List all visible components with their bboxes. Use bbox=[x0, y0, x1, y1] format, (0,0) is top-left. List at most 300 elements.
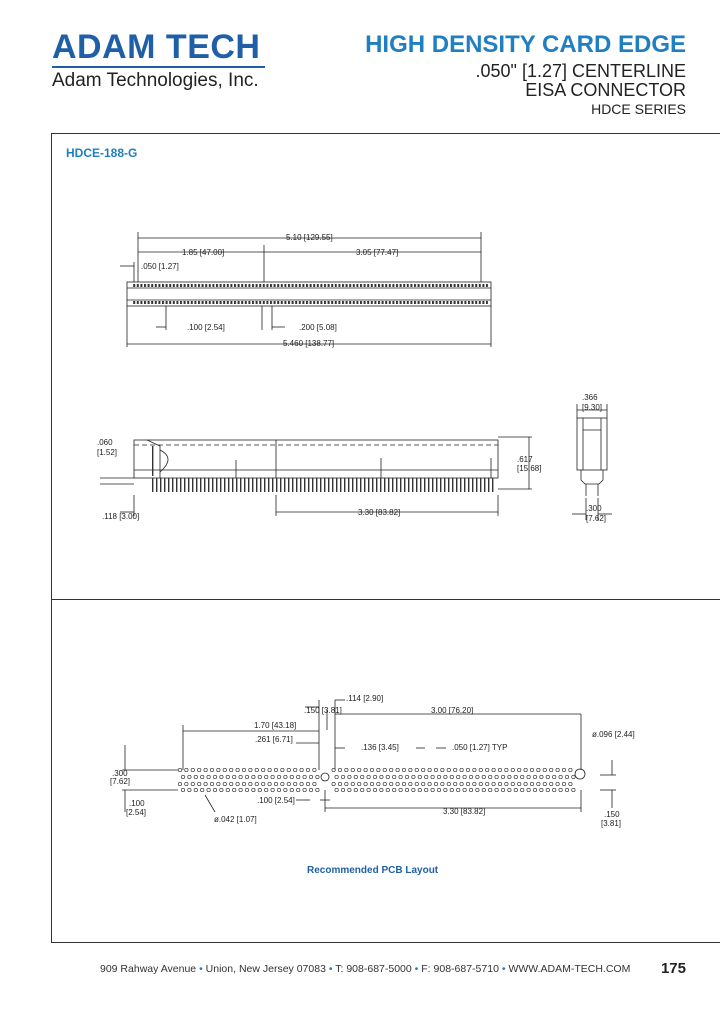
pcb-hole bbox=[565, 788, 568, 791]
pcb-hole bbox=[412, 775, 415, 778]
pcb-hole bbox=[284, 788, 287, 791]
footer-city: Union, New Jersey 07083 bbox=[205, 963, 326, 975]
product-title: HIGH DENSITY CARD EDGE bbox=[365, 31, 686, 58]
pcb-hole bbox=[194, 775, 197, 778]
pcb-hole bbox=[540, 788, 543, 791]
part-number: HDCE-188-G bbox=[66, 146, 138, 160]
pcb-hole bbox=[358, 768, 361, 771]
pcb-hole bbox=[393, 788, 396, 791]
pcb-hole bbox=[556, 782, 559, 785]
pcb-hole bbox=[262, 768, 265, 771]
pcb-hole bbox=[466, 768, 469, 771]
pcb-hole bbox=[537, 768, 540, 771]
pcb-hole bbox=[185, 768, 188, 771]
pcb-hole bbox=[236, 768, 239, 771]
pcb-hole bbox=[341, 775, 344, 778]
pcb-hole bbox=[415, 768, 418, 771]
pcb-hole bbox=[383, 782, 386, 785]
pcb-hole bbox=[226, 775, 229, 778]
pcb-hole bbox=[454, 782, 457, 785]
pcb-hole bbox=[233, 775, 236, 778]
pcb-hole bbox=[399, 788, 402, 791]
pcb-hole bbox=[345, 768, 348, 771]
pcb-hole bbox=[556, 768, 559, 771]
pcb-hole bbox=[198, 768, 201, 771]
pcb-hole bbox=[514, 788, 517, 791]
pcb-hole bbox=[181, 775, 184, 778]
pcb-hole bbox=[377, 782, 380, 785]
pcb-hole bbox=[569, 768, 572, 771]
pcb-hole bbox=[284, 775, 287, 778]
pcb-hole bbox=[454, 768, 457, 771]
pcb-hole bbox=[514, 775, 517, 778]
pcb-hole bbox=[178, 782, 181, 785]
pcb-hole bbox=[457, 788, 460, 791]
pcb-hole bbox=[207, 775, 210, 778]
pcb-hole bbox=[223, 768, 226, 771]
pcb-hole bbox=[444, 788, 447, 791]
pcb-hole bbox=[402, 768, 405, 771]
dim-0-100-pcb-b2: .100 [2.54] bbox=[257, 796, 295, 805]
pcb-hole bbox=[220, 788, 223, 791]
pcb-hole bbox=[213, 775, 216, 778]
pcb-layout bbox=[122, 700, 616, 812]
top-view-pins bbox=[132, 284, 488, 304]
dim-3-30: 3.30 [83.82] bbox=[358, 508, 401, 517]
pcb-hole bbox=[434, 782, 437, 785]
connector-body-side bbox=[134, 440, 498, 478]
pcb-hole bbox=[188, 788, 191, 791]
pcb-hole bbox=[294, 782, 297, 785]
pcb-hole bbox=[425, 775, 428, 778]
pcb-hole bbox=[546, 775, 549, 778]
pcb-hole bbox=[463, 788, 466, 791]
pcb-hole bbox=[469, 788, 472, 791]
pcb-hole bbox=[501, 775, 504, 778]
pcb-hole bbox=[463, 775, 466, 778]
pcb-hole bbox=[287, 768, 290, 771]
pcb-hole bbox=[383, 768, 386, 771]
pcb-hole bbox=[201, 775, 204, 778]
dim-0-096: ø.096 [2.44] bbox=[592, 730, 635, 739]
pcb-hole bbox=[550, 782, 553, 785]
pcb-hole bbox=[431, 775, 434, 778]
pcb-hole bbox=[473, 768, 476, 771]
pcb-hole bbox=[313, 782, 316, 785]
pcb-hole bbox=[466, 782, 469, 785]
pcb-hole bbox=[386, 788, 389, 791]
footer-website[interactable]: WWW.ADAM-TECH.COM bbox=[508, 963, 631, 975]
pcb-hole bbox=[441, 782, 444, 785]
pcb-hole bbox=[223, 782, 226, 785]
pcb-hole bbox=[233, 788, 236, 791]
pcb-hole bbox=[447, 768, 450, 771]
dim-0-617-a: .617 bbox=[517, 455, 533, 464]
pcb-hole bbox=[226, 788, 229, 791]
pcb-hole bbox=[562, 782, 565, 785]
pcb-hole bbox=[469, 775, 472, 778]
pcb-hole bbox=[249, 768, 252, 771]
pcb-hole bbox=[271, 788, 274, 791]
pcb-hole bbox=[268, 782, 271, 785]
pcb-hole bbox=[294, 768, 297, 771]
pcb-hole bbox=[204, 782, 207, 785]
pcb-hole bbox=[380, 788, 383, 791]
pcb-hole bbox=[370, 782, 373, 785]
dim-0-060-a: .060 bbox=[97, 438, 113, 447]
pcb-hole bbox=[482, 775, 485, 778]
pcb-hole bbox=[428, 782, 431, 785]
pcb-hole bbox=[258, 775, 261, 778]
pcb-hole bbox=[399, 775, 402, 778]
pcb-hole bbox=[281, 768, 284, 771]
dim-0-100: .100 [2.54] bbox=[187, 323, 225, 332]
pcb-hole bbox=[217, 768, 220, 771]
pcb-hole bbox=[239, 775, 242, 778]
dim-0-366-a: .366 bbox=[582, 393, 598, 402]
pcb-hole bbox=[306, 782, 309, 785]
pcb-hole bbox=[191, 782, 194, 785]
pcb-hole bbox=[550, 768, 553, 771]
pcb-hole bbox=[335, 775, 338, 778]
pcb-hole bbox=[450, 775, 453, 778]
pcb-hole bbox=[418, 788, 421, 791]
pcb-hole bbox=[377, 768, 380, 771]
pcb-hole bbox=[185, 782, 188, 785]
pcb-hole bbox=[437, 788, 440, 791]
pcb-hole bbox=[230, 782, 233, 785]
pcb-hole bbox=[505, 782, 508, 785]
pcb-hole bbox=[495, 788, 498, 791]
pcb-hole bbox=[351, 782, 354, 785]
pcb-hole bbox=[207, 788, 210, 791]
pcb-hole bbox=[358, 782, 361, 785]
pcb-hole bbox=[405, 775, 408, 778]
bullet-icon: • bbox=[414, 963, 419, 975]
pcb-hole bbox=[380, 775, 383, 778]
pcb-hole bbox=[274, 782, 277, 785]
pcb-hole bbox=[425, 788, 428, 791]
pcb-hole bbox=[393, 775, 396, 778]
bullet-icon: • bbox=[501, 963, 506, 975]
pcb-hole bbox=[373, 775, 376, 778]
brand-logo-text: ADAM TECH bbox=[52, 28, 261, 66]
pcb-hole bbox=[354, 788, 357, 791]
pcb-hole bbox=[498, 768, 501, 771]
dim-0-261: .261 [6.71] bbox=[255, 735, 293, 744]
dim-1-70: 1.70 [43.18] bbox=[254, 721, 297, 730]
pcb-hole bbox=[210, 782, 213, 785]
pcb-hole bbox=[572, 775, 575, 778]
pcb-mounting-hole bbox=[575, 769, 585, 779]
pcb-hole bbox=[338, 782, 341, 785]
pcb-hole bbox=[390, 782, 393, 785]
dim-0-114: .114 [2.90] bbox=[346, 694, 384, 703]
bullet-icon: • bbox=[199, 963, 203, 975]
pcb-hole bbox=[364, 768, 367, 771]
pcb-hole bbox=[508, 788, 511, 791]
pcb-hole bbox=[274, 768, 277, 771]
pcb-hole bbox=[249, 782, 252, 785]
pcb-hole bbox=[482, 788, 485, 791]
pcb-hole bbox=[255, 782, 258, 785]
pcb-hole bbox=[370, 768, 373, 771]
pcb-hole bbox=[316, 775, 319, 778]
pcb-hole bbox=[188, 775, 191, 778]
pcb-hole bbox=[543, 768, 546, 771]
dim-0-300-b: [7.62] bbox=[586, 514, 607, 523]
pcb-hole bbox=[300, 768, 303, 771]
pcb-hole bbox=[287, 782, 290, 785]
pcb-hole bbox=[239, 788, 242, 791]
pcb-hole bbox=[501, 788, 504, 791]
dim-0-042: ø.042 [1.07] bbox=[214, 815, 257, 824]
pcb-hole bbox=[191, 768, 194, 771]
pcb-hole bbox=[450, 788, 453, 791]
pcb-hole bbox=[444, 775, 447, 778]
pcb-hole bbox=[210, 768, 213, 771]
pcb-hole bbox=[277, 775, 280, 778]
pcb-hole bbox=[373, 788, 376, 791]
dim-overall-5-10: 5.10 [129.55] bbox=[286, 233, 333, 242]
pcb-hole bbox=[386, 775, 389, 778]
pcb-hole bbox=[527, 788, 530, 791]
pcb-hole bbox=[409, 768, 412, 771]
pcb-hole bbox=[245, 788, 248, 791]
pcb-hole bbox=[508, 775, 511, 778]
bullet-icon: • bbox=[328, 963, 333, 975]
dim-0-150: .150 [3.81] bbox=[304, 706, 342, 715]
pcb-hole bbox=[511, 768, 514, 771]
side-view-pins bbox=[150, 478, 496, 492]
pcb-hole bbox=[252, 788, 255, 791]
dim-0-100-pcb-a: .100 bbox=[129, 799, 145, 808]
pcb-hole bbox=[396, 768, 399, 771]
pcb-hole bbox=[351, 768, 354, 771]
pcb-hole bbox=[489, 788, 492, 791]
pcb-hole bbox=[527, 775, 530, 778]
pcb-hole bbox=[303, 775, 306, 778]
pcb-hole bbox=[367, 788, 370, 791]
pcb-hole bbox=[245, 775, 248, 778]
pcb-hole bbox=[460, 768, 463, 771]
company-name: Adam Technologies, Inc. bbox=[52, 70, 259, 91]
pcb-hole bbox=[194, 788, 197, 791]
pcb-hole bbox=[402, 782, 405, 785]
pcb-hole bbox=[252, 775, 255, 778]
pcb-hole bbox=[332, 782, 335, 785]
pcb-hole bbox=[396, 782, 399, 785]
pcb-hole bbox=[422, 768, 425, 771]
dim-1-85: 1.85 [47.00] bbox=[182, 248, 225, 257]
pcb-hole bbox=[354, 775, 357, 778]
pcb-hole bbox=[178, 768, 181, 771]
pcb-hole bbox=[290, 788, 293, 791]
pcb-hole bbox=[479, 782, 482, 785]
pcb-hole bbox=[367, 775, 370, 778]
dim-0-050: .050 [1.27] bbox=[141, 262, 179, 271]
pcb-hole bbox=[447, 782, 450, 785]
side-view bbox=[100, 437, 532, 516]
pcb-hole bbox=[242, 768, 245, 771]
pcb-hole bbox=[431, 788, 434, 791]
pcb-hole bbox=[486, 768, 489, 771]
pcb-hole bbox=[572, 788, 575, 791]
pcb-hole bbox=[213, 788, 216, 791]
pcb-hole bbox=[201, 788, 204, 791]
pcb-hole bbox=[364, 782, 367, 785]
dim-0-100-pcb-b: [2.54] bbox=[126, 808, 147, 817]
pcb-hole bbox=[268, 768, 271, 771]
pcb-hole bbox=[409, 782, 412, 785]
page-number: 175 bbox=[660, 960, 686, 977]
dim-3-30-pcb: 3.30 [83.82] bbox=[443, 807, 486, 816]
pcb-hole bbox=[533, 788, 536, 791]
pcb-hole bbox=[300, 782, 303, 785]
pcb-hole bbox=[479, 768, 482, 771]
product-subtitle-centerline: .050" [1.27] CENTERLINE bbox=[475, 61, 686, 81]
pcb-hole bbox=[495, 775, 498, 778]
pcb-hole bbox=[565, 775, 568, 778]
dim-0-050-typ: .050 [1.27] TYP bbox=[452, 743, 508, 752]
pcb-hole bbox=[530, 782, 533, 785]
pcb-hole bbox=[309, 775, 312, 778]
pcb-hole bbox=[242, 782, 245, 785]
footer-address: 909 Rahway Avenue bbox=[100, 963, 197, 975]
pcb-hole bbox=[303, 788, 306, 791]
pcb-hole bbox=[236, 782, 239, 785]
dim-3-05: 3.05 [77.47] bbox=[356, 248, 399, 257]
pcb-hole bbox=[524, 782, 527, 785]
dim-0-060-b: [1.52] bbox=[97, 448, 118, 457]
pcb-hole bbox=[540, 775, 543, 778]
pcb-hole bbox=[518, 768, 521, 771]
pcb-hole bbox=[498, 782, 501, 785]
pcb-hole bbox=[348, 775, 351, 778]
pcb-hole bbox=[281, 782, 284, 785]
pcb-hole bbox=[265, 788, 268, 791]
pcb-hole bbox=[255, 768, 258, 771]
pcb-hole bbox=[441, 768, 444, 771]
pcb-hole bbox=[521, 775, 524, 778]
dim-0-617-b: [15.68] bbox=[517, 464, 542, 473]
end-view bbox=[572, 404, 612, 520]
pcb-hole bbox=[489, 775, 492, 778]
pcb-hole bbox=[341, 788, 344, 791]
pcb-hole bbox=[559, 775, 562, 778]
pcb-hole bbox=[309, 788, 312, 791]
dim-overall-5-460: 5.460 [138.77] bbox=[283, 339, 335, 348]
pcb-hole bbox=[361, 775, 364, 778]
pcb-hole bbox=[345, 782, 348, 785]
pcb-hole bbox=[230, 768, 233, 771]
dim-0-118: .118 [3.00] bbox=[102, 512, 140, 521]
dim-0-150-pcb-a: .150 bbox=[604, 810, 620, 819]
pcb-hole bbox=[428, 768, 431, 771]
pcb-hole bbox=[473, 782, 476, 785]
pcb-hole bbox=[518, 782, 521, 785]
pcb-hole bbox=[546, 788, 549, 791]
pcb-hole bbox=[553, 788, 556, 791]
pcb-hole bbox=[217, 782, 220, 785]
pcb-hole bbox=[204, 768, 207, 771]
pcb-hole bbox=[297, 788, 300, 791]
pcb-hole bbox=[220, 775, 223, 778]
pcb-hole bbox=[437, 775, 440, 778]
pcb-hole bbox=[412, 788, 415, 791]
pcb-hole bbox=[569, 782, 572, 785]
pcb-hole bbox=[265, 775, 268, 778]
pcb-key-hole bbox=[321, 773, 329, 781]
pcb-hole bbox=[553, 775, 556, 778]
pcb-hole bbox=[460, 782, 463, 785]
pcb-hole bbox=[434, 768, 437, 771]
pcb-hole bbox=[335, 788, 338, 791]
dim-0-300-a: .300 bbox=[586, 504, 602, 513]
pcb-hole bbox=[361, 788, 364, 791]
pcb-hole bbox=[348, 788, 351, 791]
dim-3-00: 3.00 [76.20] bbox=[431, 706, 474, 715]
pcb-hole bbox=[533, 775, 536, 778]
pcb-hole bbox=[521, 788, 524, 791]
dim-0-200: .200 [5.08] bbox=[299, 323, 337, 332]
pcb-hole bbox=[306, 768, 309, 771]
product-series: HDCE SERIES bbox=[591, 101, 686, 117]
pcb-hole bbox=[476, 788, 479, 791]
pcb-hole bbox=[181, 788, 184, 791]
dim-0-300-pcb-b: [7.62] bbox=[110, 777, 131, 786]
pcb-hole bbox=[476, 775, 479, 778]
pcb-hole bbox=[543, 782, 546, 785]
pcb-hole bbox=[262, 782, 265, 785]
pcb-hole bbox=[405, 788, 408, 791]
pcb-hole-rows bbox=[178, 768, 575, 791]
pcb-hole bbox=[258, 788, 261, 791]
product-subtitle-type: EISA CONNECTOR bbox=[525, 80, 686, 100]
dim-0-136: .136 [3.45] bbox=[361, 743, 399, 752]
pcb-hole bbox=[562, 768, 565, 771]
dim-0-300-pcb-a: .300 bbox=[112, 769, 128, 778]
dim-0-366-b: [9.30] bbox=[582, 403, 603, 412]
footer-fax: F: 908-687-5710 bbox=[421, 963, 499, 975]
pcb-hole bbox=[457, 775, 460, 778]
pcb-hole bbox=[418, 775, 421, 778]
pcb-hole bbox=[415, 782, 418, 785]
pcb-hole bbox=[313, 768, 316, 771]
pcb-hole bbox=[530, 768, 533, 771]
pcb-hole bbox=[316, 788, 319, 791]
pcb-layout-caption: Recommended PCB Layout bbox=[307, 865, 439, 876]
pcb-hole bbox=[492, 768, 495, 771]
pcb-hole bbox=[390, 768, 393, 771]
pcb-hole bbox=[271, 775, 274, 778]
pcb-hole bbox=[505, 768, 508, 771]
pcb-hole bbox=[559, 788, 562, 791]
footer-phone: T: 908-687-5000 bbox=[335, 963, 412, 975]
pcb-hole bbox=[524, 768, 527, 771]
pcb-hole bbox=[537, 782, 540, 785]
pcb-hole bbox=[338, 768, 341, 771]
pcb-hole bbox=[422, 782, 425, 785]
pcb-hole bbox=[277, 788, 280, 791]
footer-contact bbox=[100, 963, 630, 975]
pcb-hole bbox=[511, 782, 514, 785]
pcb-hole bbox=[492, 782, 495, 785]
pcb-hole bbox=[198, 782, 201, 785]
pcb-hole bbox=[290, 775, 293, 778]
dim-0-150-pcb-b: [3.81] bbox=[601, 819, 622, 828]
pcb-hole bbox=[486, 782, 489, 785]
